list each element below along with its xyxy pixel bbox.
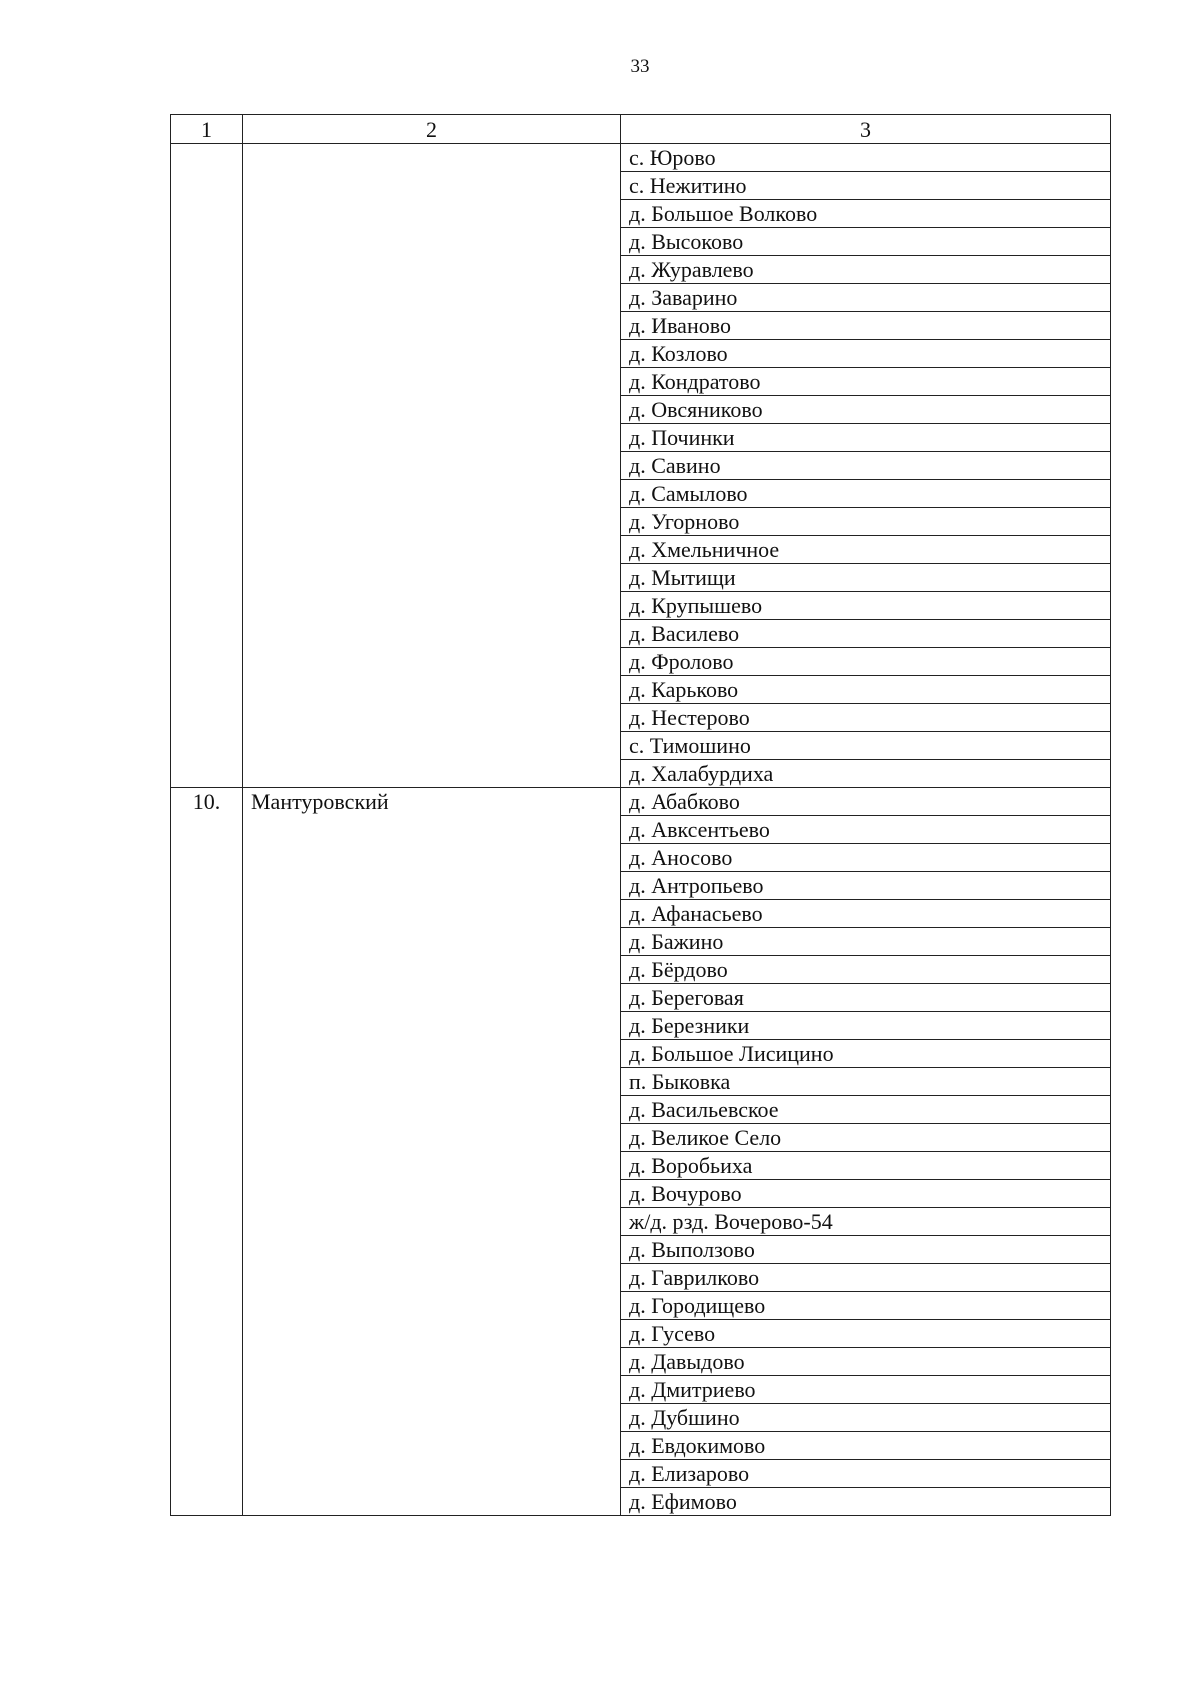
settlement-name: д. Кондратово [621,368,1111,396]
settlement-name: с. Тимошино [621,732,1111,760]
settlement-name: д. Самылово [621,480,1111,508]
settlement-name: д. Козлово [621,340,1111,368]
settlements-table [170,114,1111,1516]
district-name: Мантуровский [243,788,621,1516]
settlement-name: д. Заварино [621,284,1111,312]
settlement-name: д. Василево [621,620,1111,648]
settlement-name: д. Васильевское [621,1096,1111,1124]
settlement-name: д. Крупышево [621,592,1111,620]
settlement-name: д. Выползово [621,1236,1111,1264]
settlement-name: д. Воробьиха [621,1152,1111,1180]
table-body [171,144,1111,1516]
row-number: 10. [171,788,243,1516]
settlement-name: д. Овсяниково [621,396,1111,424]
settlement-name: д. Елизарово [621,1460,1111,1488]
settlement-name: д. Березники [621,1012,1111,1040]
settlement-name: д. Давыдово [621,1348,1111,1376]
settlement-name: д. Журавлево [621,256,1111,284]
settlement-name: д. Великое Село [621,1124,1111,1152]
settlement-name: д. Халабурдиха [621,760,1111,788]
header-col-3: 3 [621,115,1111,144]
settlement-name: д. Антропьево [621,872,1111,900]
settlement-name: п. Быковка [621,1068,1111,1096]
settlement-name: д. Иваново [621,312,1111,340]
settlement-name: д. Городищево [621,1292,1111,1320]
settlement-name: д. Ефимово [621,1488,1111,1516]
settlement-name: д. Дмитриево [621,1376,1111,1404]
settlement-name: д. Аносово [621,844,1111,872]
settlement-name: д. Гаврилково [621,1264,1111,1292]
settlement-name: д. Афанасьево [621,900,1111,928]
settlement-name: с. Юрово [621,144,1111,172]
settlement-name: д. Береговая [621,984,1111,1012]
table-row [171,144,1111,172]
settlement-name: д. Фролово [621,648,1111,676]
settlement-name: д. Бёрдово [621,956,1111,984]
settlement-name: д. Нестерово [621,704,1111,732]
settlement-name: д. Авксентьево [621,816,1111,844]
settlement-name: с. Нежитино [621,172,1111,200]
settlement-name: д. Карьково [621,676,1111,704]
settlement-name: д. Евдокимово [621,1432,1111,1460]
row-number [171,144,243,788]
header-col-2: 2 [243,115,621,144]
district-name [243,144,621,788]
settlement-name: д. Высоково [621,228,1111,256]
table-row [171,788,1111,816]
settlement-name: д. Гусево [621,1320,1111,1348]
settlement-name: д. Хмельничное [621,536,1111,564]
settlement-name: д. Большое Волково [621,200,1111,228]
settlement-name: д. Вочурово [621,1180,1111,1208]
settlement-name: д. Бажино [621,928,1111,956]
settlement-name: д. Савино [621,452,1111,480]
settlement-name: д. Большое Лисицино [621,1040,1111,1068]
settlement-name: д. Починки [621,424,1111,452]
header-col-1: 1 [171,115,243,144]
settlement-name: д. Мытищи [621,564,1111,592]
table-header-row [171,115,1111,144]
page-number: 33 [630,56,650,77]
settlement-name: д. Угорново [621,508,1111,536]
settlement-name: д. Абабково [621,788,1111,816]
settlement-name: ж/д. рзд. Вочерово-54 [621,1208,1111,1236]
settlement-name: д. Дубшино [621,1404,1111,1432]
